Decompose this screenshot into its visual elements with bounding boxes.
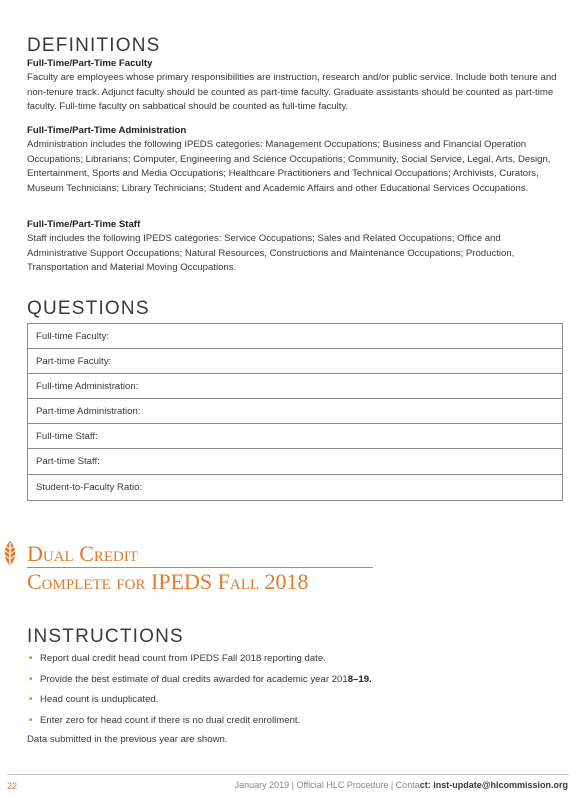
bullet-icon: •: [29, 714, 33, 726]
bullet-icon: •: [29, 694, 33, 705]
term-staff: Full-Time/Part-Time Staff: [27, 219, 141, 230]
question-part-time-staff[interactable]: Part-time Staff:: [28, 449, 562, 474]
dual-credit-title: Dual Credit: [27, 541, 139, 566]
footer-divider: [7, 774, 569, 775]
instructions-list: [27, 652, 557, 734]
instructions-note: Data submitted in the previous year are shown.: [27, 734, 228, 745]
question-student-faculty-ratio[interactable]: Student-to-Faculty Ratio:: [36, 481, 143, 493]
questions-table: [27, 323, 563, 501]
question-full-time-administration[interactable]: Full-time Administration:: [28, 374, 562, 399]
leaf-logo-icon: [0, 540, 20, 572]
definition-administration: Administration includes the following IPEDS categories: Management Occupations; Business and Financial Operation Occupations; Librarians; Computer, Engineering and Science Occupations; Community, Social Service, Legal, Arts, Design, Entertainment, Sports and Media Occupations; Healthcare Practitioners and Technical Occupations; Archivists, Curators, Museum Technicians; Library Technicians; Student and Academic Affairs and other Educational Services Occupations.: [27, 139, 551, 194]
footer-text: January 2019 | Official HLC Procedure | Contact: inst-update@hlcommission.org: [234, 780, 568, 790]
list-item: • Provide the best estimate of dual credits awarded for academic year 2018–19.: [29, 673, 372, 685]
question-part-time-administration[interactable]: Part-time Administration:: [28, 399, 562, 424]
title-rule: [27, 567, 373, 568]
dual-credit-subtitle: Complete for IPEDS Fall 2018: [27, 569, 309, 594]
page-number: 22: [7, 781, 18, 791]
list-item: • Enter zero for head count if there is no dual credit enrollment.: [29, 714, 301, 726]
list-item: • Report dual credit head count from IPEDS Fall 2018 reporting date.: [29, 653, 326, 664]
bullet-icon: •: [29, 653, 33, 664]
definition-faculty: Faculty are employees whose primary responsibilities are instruction, research and/or public service. Include both tenure and non-tenure track. Adjunct faculty should be counted as part-time faculty. Graduate assistants should be counted as part-time faculty. Full-time faculty on sabbatical should be counted as full-time faculty.: [27, 72, 557, 113]
term-administration: Full-Time/Part-Time Administration: [27, 125, 187, 136]
bullet-icon: •: [29, 673, 33, 685]
term-faculty: Full-Time/Part-Time Faculty: [27, 58, 153, 69]
contact-email[interactable]: ct: inst-update@hlcommission.org: [419, 780, 568, 790]
questions-heading: QUESTIONS: [27, 298, 150, 319]
question-part-time-faculty[interactable]: Part-time Faculty:: [28, 349, 562, 374]
definitions-heading: DEFINITIONS: [27, 35, 161, 56]
question-full-time-faculty[interactable]: Full-time Faculty:: [28, 324, 562, 349]
list-item: • Head count is unduplicated.: [29, 694, 159, 705]
question-full-time-staff[interactable]: Full-time Staff:: [28, 424, 562, 449]
definition-staff: Staff includes the following IPEDS categories: Service Occupations; Sales and Related Occupations; Office and Administrative Support Occupations; Natural Resources, Constructions and Maintenance Occupations; Production, Transportation and Material Moving Occupations.: [27, 233, 515, 274]
instructions-heading: INSTRUCTIONS: [27, 626, 184, 647]
